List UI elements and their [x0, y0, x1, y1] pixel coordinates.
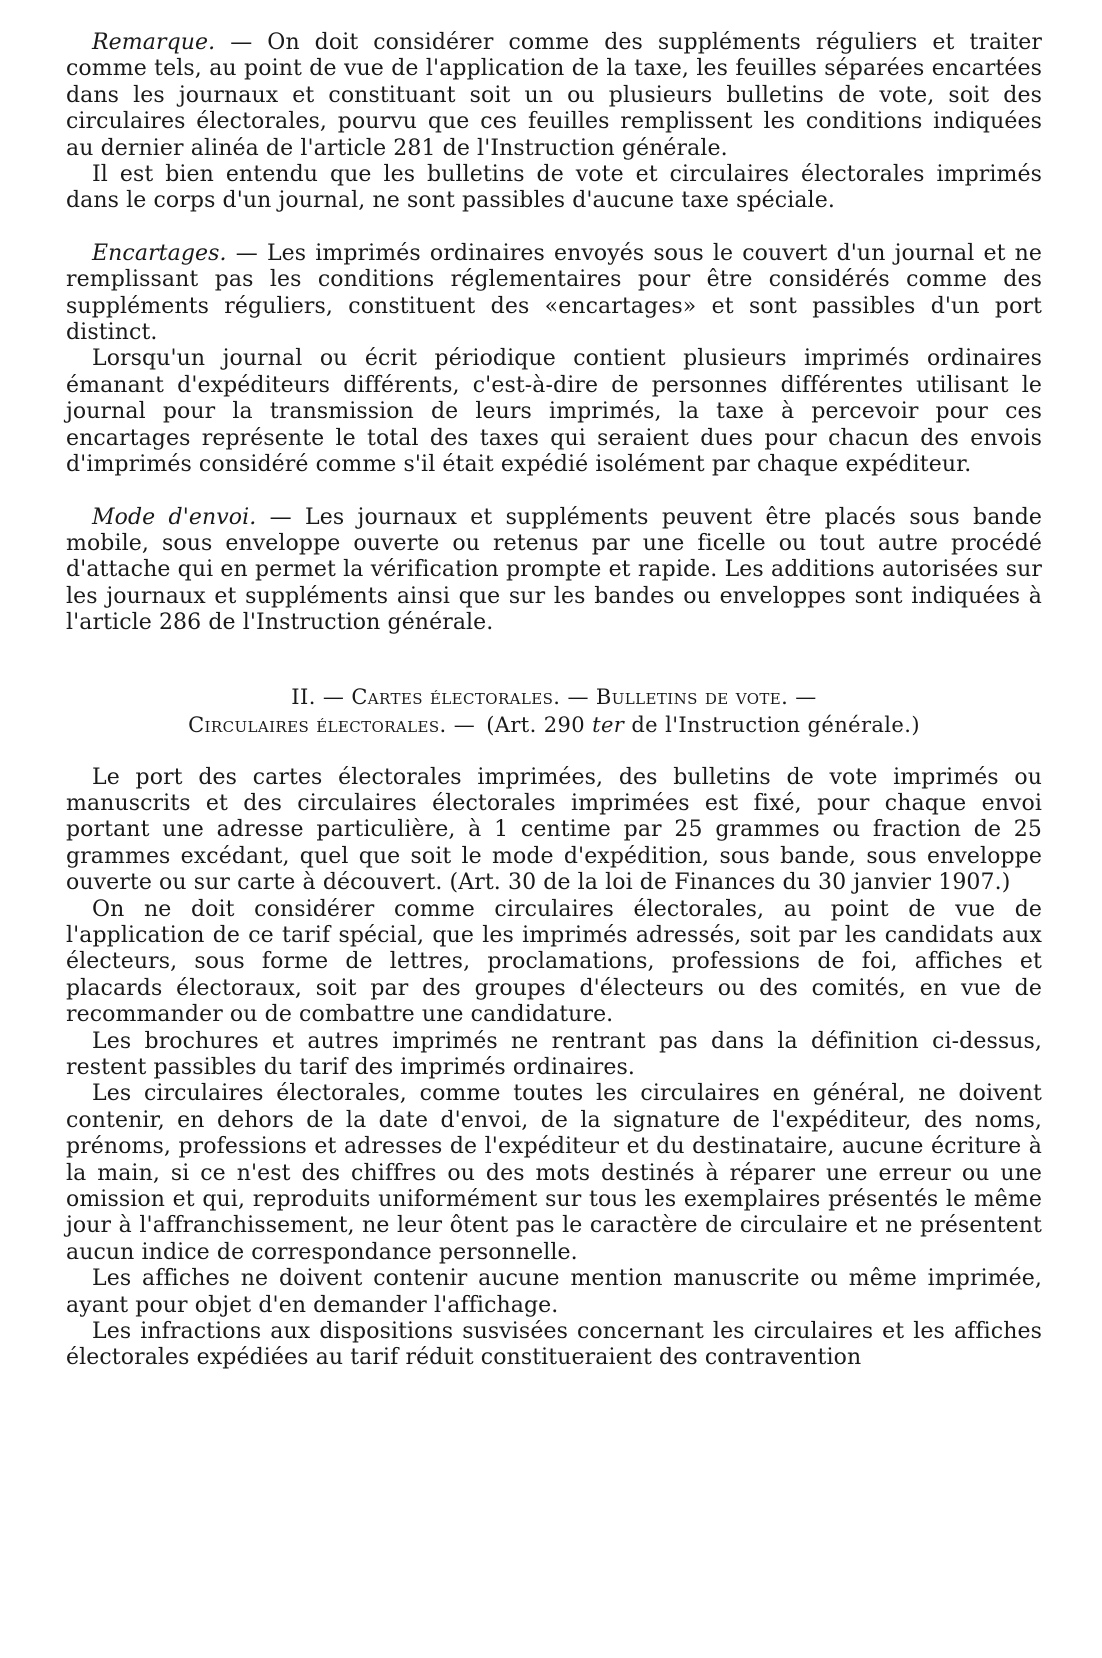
paragraph-infractions: Les infractions aux dispositions susvisées concernant les circulaires et les affiches électorales expédiées au tarif réduit constitueraient des contravention [66, 1319, 1042, 1371]
paragraph-port-tarif: Le port des cartes électorales imprimées, des bulletins de vote imprimés ou manuscrits et des circulaires électorales imprimées est fixé, pour chaque envoi portant une adresse particulière, à 1 centime par 25 grammes ou fraction de 25 grammes excédant, quel que soit le mode d'expédition, sous bande, sous enveloppe ouverte ou sur carte à découvert. (Art. 30 de la loi de Finances du 30 janvier 1907.) [66, 764, 1042, 896]
paragraph-encartages-2: Lorsqu'un journal ou écrit périodique contient plusieurs imprimés ordinaires émanant d'expéditeurs différents, c'est-à-dire de personnes différentes utilisant le journal pour la transmission de leurs imprimés, la taxe à percevoir pour ces encartages représente le total des taxes qui seraient dues pour chacun des envois d'imprimés considéré comme s'il était expédié isolément par chaque expéditeur. [66, 346, 1042, 478]
lead-encartages: Encartages. [92, 240, 227, 266]
paragraph-remarque-2: Il est bien entendu que les bulletins de vote et circulaires électorales imprimés dans le corps d'un journal, ne sont passibles d'aucune taxe spéciale. [66, 162, 1042, 214]
text-encartages: — Les imprimés ordinaires envoyés sous le couvert d'un journal et ne remplissant pas les conditions réglementaires pour être considérés comme des suppléments réguliers, constituent des «encartages» et sont passibles d'un port distinct. [66, 240, 1042, 346]
paragraph-contenu-circulaires: Les circulaires électorales, comme toutes les circulaires en général, ne doivent contenir, en dehors de la date d'envoi, de la signature de l'expéditeur, des noms, prénoms, professions et adresses de l'expéditeur et du destinataire, aucune écriture à la main, si ce n'est des chiffres ou des mots destinés à réparer une erreur ou une omission et qui, reproduits uniformément sur tous les exemplaires présentés le même jour à l'affranchissement, ne leur ôtent pas le caractère de circulaire et ne présentent aucun indice de correspondance personnelle. [66, 1081, 1042, 1265]
heading-circulaires: Circulaires électorales. — [188, 712, 476, 737]
paragraph-definition-circulaires: On ne doit considérer comme circulaires électorales, au point de vue de l'application de ce tarif spécial, que les imprimés adressés, soit par les candidats aux électeurs, sous forme de lettres, proclamations, professions de foi, affiches et placards électoraux, soit par des groupes d'électeurs ou des comités, en vue de recommander ou de combattre une candidature. [66, 896, 1042, 1028]
section-heading [66, 683, 1042, 739]
text-mode-envoi: — Les journaux et suppléments peuvent être placés sous bande mobile, sous enveloppe ouverte ou retenus par une ficelle ou tout autre procédé d'attache qui en permet la vérification prompte et rapide. Les additions autorisées sur les journaux et suppléments ainsi que sur les bandes ou enveloppes sont indiquées à l'article 286 de l'Instruction générale. [66, 504, 1042, 636]
lead-remarque: Remarque. [92, 30, 216, 55]
heading-art-ter: ter [592, 712, 625, 737]
text-remarque: — On doit considérer comme des suppléments réguliers et traiter comme tels, au point de vue de l'application de la taxe, les feuilles séparées encartées dans les journaux et constituant soit un ou plusieurs bulletins de vote, soit des circulaires électorales, pourvu que ces feuilles remplissent les conditions indiquées au dernier alinéa de l'article 281 de l'Instruction générale. [66, 30, 1042, 161]
paragraph-brochures: Les brochures et autres imprimés ne rentrant pas dans la définition ci-dessus, restent passibles du tarif des imprimés ordinaires. [66, 1028, 1042, 1080]
paragraph-mode-envoi [66, 505, 1042, 637]
paragraph-encartages [66, 241, 1042, 347]
paragraph-remarque [66, 30, 1042, 162]
heading-line-1: II. — Cartes électorales. — Bulletins de vote. — [291, 684, 817, 709]
heading-line-2 [66, 711, 1042, 739]
heading-art-source: de l'Instruction générale.) [631, 712, 920, 737]
heading-art-ref: (Art. 290 [486, 712, 586, 737]
paragraph-affiches: Les affiches ne doivent contenir aucune mention manuscrite ou même imprimée, ayant pour objet d'en demander l'affichage. [66, 1266, 1042, 1318]
lead-mode-envoi: Mode d'envoi. [92, 504, 257, 530]
